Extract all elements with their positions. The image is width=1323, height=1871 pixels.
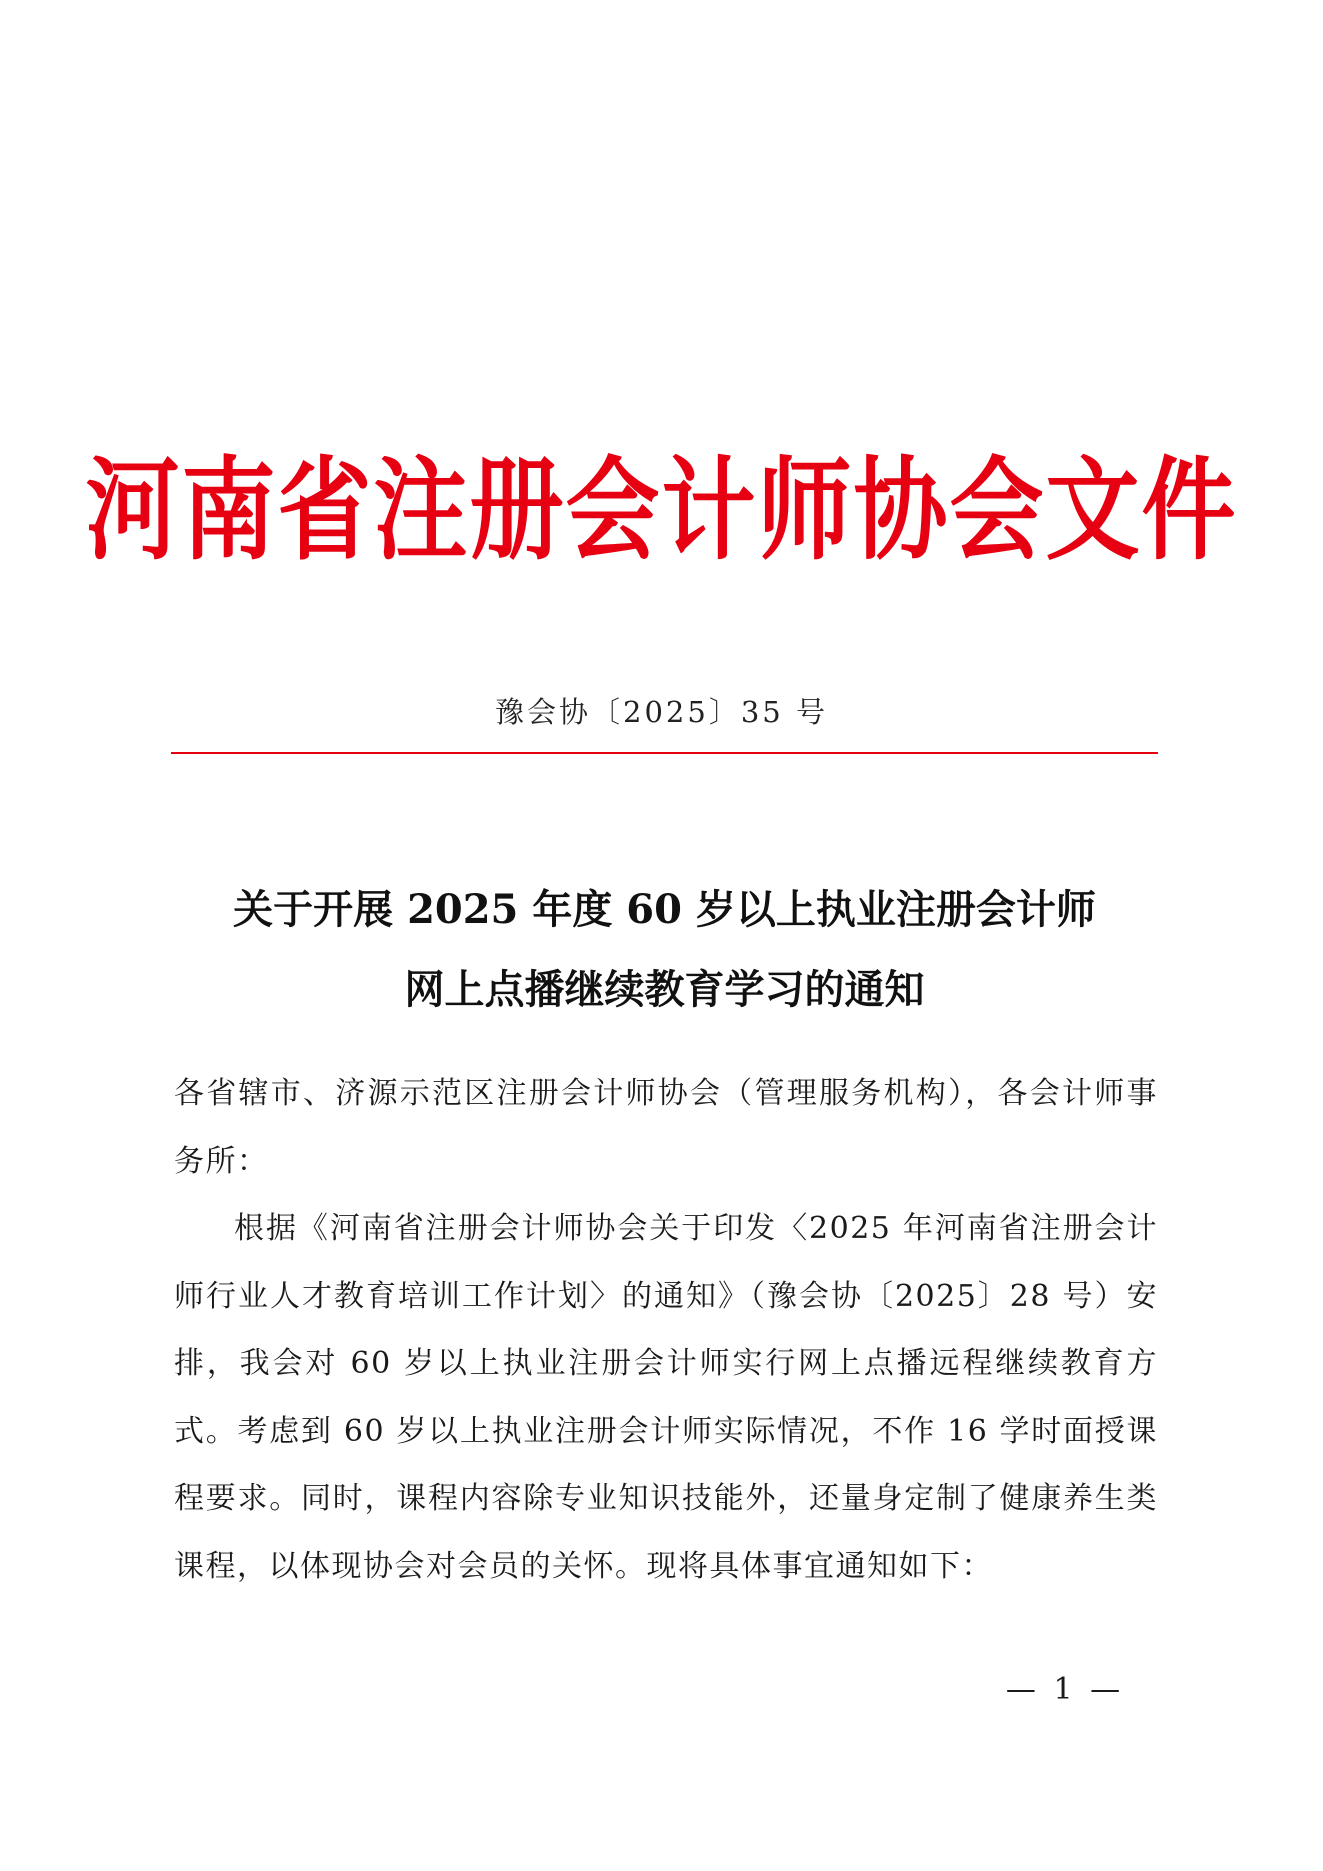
notice-title-line-2: 网上点播继续教育学习的通知 — [404, 966, 925, 1013]
notice-title-line-1: 关于开展 2025 年度 60 岁以上执业注册会计师 — [233, 886, 1096, 933]
document-number: 豫会协〔2025〕35 号 — [495, 695, 828, 729]
page-number: — 1 — — [1005, 1672, 1125, 1707]
document-masthead: 河南省注册会计师协会文件 — [85, 445, 1238, 576]
salutation: 各省辖市、济源示范区注册会计师协会（管理服务机构），各会计师事务所： — [174, 1076, 1158, 1179]
notice-title — [171, 870, 1158, 1030]
body-paragraph: 根据《河南省注册会计师协会关于印发〈2025 年河南省注册会计师行业人才教育培训工作计划〉的通知》（豫会协〔2025〕28 号）安排，我会对 60 岁以上执业注册会计师实行网上点播远程继续教育方式。考虑到 60 岁以上执业注册会计师实际情况，不作 16 学时面授课程要求。同时，课程内容除专业知识技能外，还量身定制了健康养生类课程，以体现协会对会员的关怀。现将具体事宜通知如下： — [174, 1211, 1158, 1584]
notice-body — [174, 1060, 1158, 1600]
red-divider-line — [171, 752, 1158, 754]
